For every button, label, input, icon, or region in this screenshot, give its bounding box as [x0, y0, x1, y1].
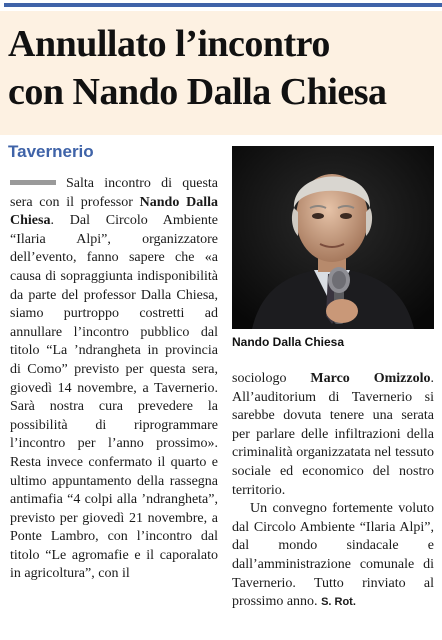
text-run: Salta incontro di questa sera con il professor	[10, 176, 218, 210]
article-paragraph-continued	[232, 370, 434, 500]
byline: S. Rot.	[321, 596, 356, 609]
article-paragraph	[232, 500, 434, 612]
lead-rule	[10, 180, 56, 185]
photo	[232, 146, 434, 329]
text-run: . Dal Circolo Ambiente “Ilaria Alpi”, organizzatore dell’evento, fanno sapere che «a causa di sopraggiunta indisponibilità da parte del professor Dalla Chiesa, siamo purtroppo costretti ad annullare l’incontro pubblico dal titolo “La ’ndrangheta in provincia di Como” previsto per questa sera, giovedì 14 novembre, a Tavernerio. Sarà nostra cura prevedere la possibilità di riprogrammare l’incontro per l’anno prossimo». Resta invece confermato il quarto e ultimo appuntamento della rassegna antimafia “4 colpi alla ’ndrangheta”, previsto per giovedì 21 novembre, a Ponte Lambro, con l’incontro dal titolo “Le agromafie e il caporalato in agricoltura”, con il	[10, 213, 218, 582]
person-name: Marco Omizzolo	[310, 371, 431, 386]
text-run: . All’auditorium di Tavernerio si sarebbe dovuta tenere una serata per parlare delle infiltrazioni della criminalità organizzatata nel tessuto sociale ed economico del nostro territorio.	[232, 371, 434, 498]
top-rule-blue	[4, 3, 442, 7]
headline: Annullato l’incontro con Nando Dalla Chiesa	[8, 23, 387, 113]
article-column-left	[10, 175, 218, 584]
photo-caption: Nando Dalla Chiesa	[232, 335, 345, 349]
text-run: Un convegno fortemente voluto dal Circolo Ambiente “Ilaria Alpi”, dal mondo sindacale e dall’amministrazione comunale di Tavernerio. Tutto rinviato al prossimo anno.	[232, 501, 434, 610]
article-column-right	[232, 370, 434, 612]
section-label: Tavernerio	[8, 142, 94, 161]
portrait-illustration	[232, 146, 434, 329]
person-name: Nando Dalla Chiesa	[10, 194, 218, 229]
text-run: sociologo	[232, 371, 311, 386]
article-paragraph	[10, 175, 218, 584]
top-rule	[0, 0, 442, 10]
